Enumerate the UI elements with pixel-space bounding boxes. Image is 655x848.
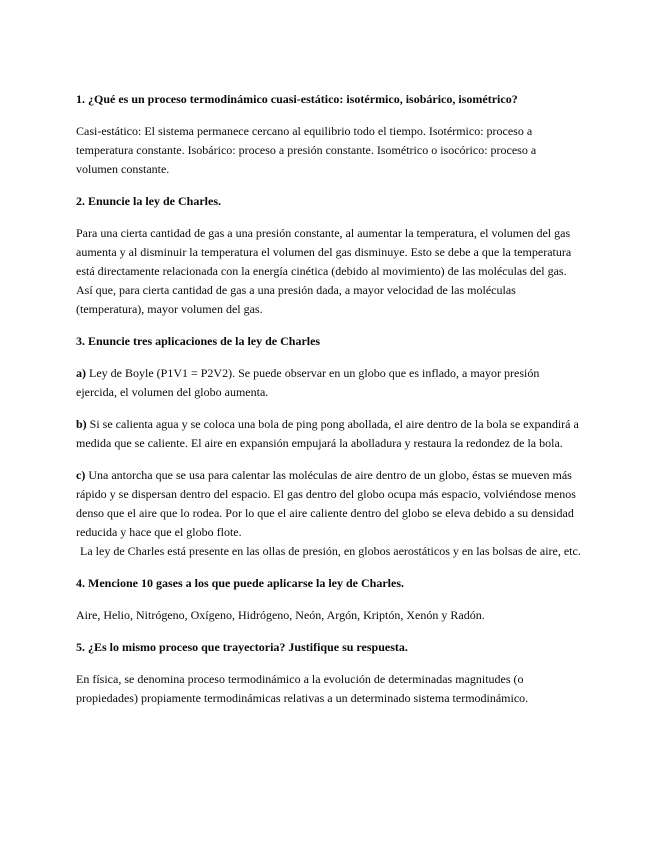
answer-4-paragraph bbox=[76, 606, 581, 625]
answer-2-paragraph bbox=[76, 224, 581, 319]
question-5-heading: 5. ¿Es lo mismo proceso que trayectoria? Justifique su respuesta. bbox=[76, 640, 408, 654]
answer-3c-paragraph bbox=[76, 466, 581, 561]
item-c-label: c) bbox=[76, 468, 86, 482]
answer-3b-text: Si se calienta agua y se coloca una bola de ping pong abollada, el aire dentro de la bola se expandirá a medida que se caliente. El aire en expansión empujará la abolladura y restaura la redondez de la bola. bbox=[76, 417, 579, 450]
answer-3c-note: La ley de Charles está presente en las ollas de presión, en globos aerostáticos y en las bolsas de aire, etc. bbox=[80, 544, 581, 558]
answer-3b-paragraph bbox=[76, 415, 581, 453]
section-question-2 bbox=[76, 192, 581, 319]
answer-2-text: Para una cierta cantidad de gas a una presión constante, al aumentar la temperatura, el volumen del gas aumenta y al disminuir la temperatura el volumen del gas disminuye. Esto se debe a que la temperatura está directamente relacionada con la energía cinética (debido al movimiento) de las moléculas del gas. Así que, para cierta cantidad de gas a una presión dada, a mayor velocidad de las moléculas (temperatura), mayor volumen del gas. bbox=[76, 226, 572, 316]
question-1-heading: 1. ¿Qué es un proceso termodinámico cuasi-estático: isotérmico, isobárico, isométrico? bbox=[76, 92, 518, 106]
section-question-4 bbox=[76, 574, 581, 625]
answer-5-paragraph bbox=[76, 670, 581, 708]
question-4-heading: 4. Mencione 10 gases a los que puede aplicarse la ley de Charles. bbox=[76, 576, 404, 590]
answer-3a-paragraph bbox=[76, 364, 581, 402]
answer-1-paragraph bbox=[76, 122, 581, 179]
answer-3a-text: Ley de Boyle (P1V1 = P2V2). Se puede observar en un globo que es inflado, a mayor presión ejercida, el volumen del globo aumenta. bbox=[76, 366, 540, 399]
answer-3c-text: Una antorcha que se usa para calentar las moléculas de aire dentro de un globo, éstas se mueven más rápido y se dispersan dentro del espacio. El gas dentro del globo ocupa más espacio, volviéndose menos denso que el aire que lo rodea. Por lo que el aire caliente dentro del globo se eleva debido a su densidad reducida y hace que el globo flote. bbox=[76, 468, 576, 539]
question-3-heading: 3. Enuncie tres aplicaciones de la ley de Charles bbox=[76, 334, 321, 348]
answer-1-text: Casi-estático: El sistema permanece cercano al equilibrio todo el tiempo. Isotérmico: proceso a temperatura constante. Isobárico: proceso a presión constante. Isométrico o isocórico: proceso a volumen constante. bbox=[76, 124, 537, 176]
section-question-1 bbox=[76, 90, 581, 179]
section-question-3 bbox=[76, 332, 581, 561]
question-2-heading: 2. Enuncie la ley de Charles. bbox=[76, 194, 222, 208]
section-question-5 bbox=[76, 638, 581, 708]
item-a-label: a) bbox=[76, 366, 86, 380]
answer-5-text: En física, se denomina proceso termodinámico a la evolución de determinadas magnitudes (o propiedades) propiamente termodinámicas relativas a un determinado sistema termodinámico. bbox=[76, 672, 529, 705]
answer-4-text: Aire, Helio, Nitrógeno, Oxígeno, Hidrógeno, Neón, Argón, Kriptón, Xenón y Radón. bbox=[76, 608, 485, 622]
item-b-label: b) bbox=[76, 417, 87, 431]
